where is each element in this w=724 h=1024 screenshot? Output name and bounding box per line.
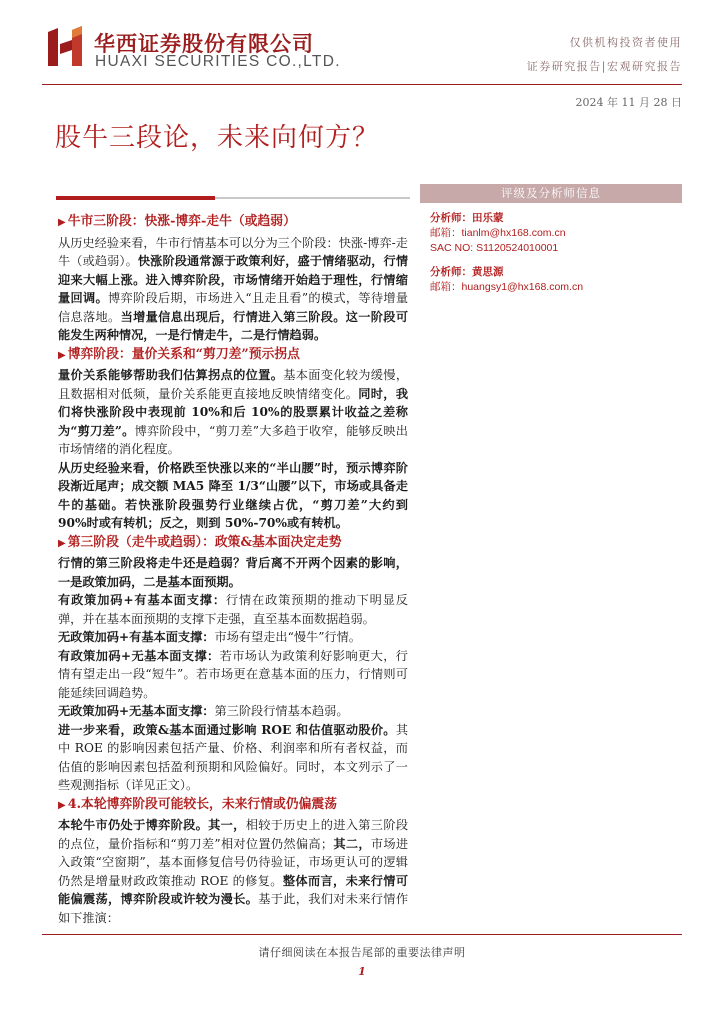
- huaxi-logo-icon: [46, 26, 84, 68]
- arrow-icon: ▶: [58, 349, 66, 361]
- company-name-en: HUAXI SECURITIES CO.,LTD.: [95, 53, 341, 70]
- footer-divider: [42, 934, 682, 935]
- scenario-item: 无政策加码+有基本面支撑：市场有望走出“慢牛”行情。: [58, 630, 361, 644]
- report-type-tag: 证券研究报告|宏观研究报告: [526, 60, 682, 73]
- section-heading-2: ▶ 博弈阶段：量价关系和“剪刀差”预示拐点: [58, 346, 300, 362]
- audience-tag: 仅供机构投资者使用: [569, 36, 682, 49]
- arrow-icon: ▶: [58, 799, 66, 811]
- summary-divider: [215, 197, 410, 199]
- analyst-email[interactable]: 邮箱：huangsy1@hx168.com.cn: [430, 281, 584, 293]
- report-title: 股牛三段论，未来向何方？: [55, 123, 380, 153]
- paragraph: 量价关系能够帮助我们估算拐点的位置。基本面变化较为缓慢，且数据相对低频，量价关系能更直接地反映情绪变化。同时，我们将快涨阶段中表现前 10%和后 10%的股票累计收益之差称为“剪刀差”。博弈阶段中，“剪刀差”大多趋于收窄，能够反映出市场情绪的消化程度。: [58, 368, 409, 456]
- analyst-panel: [420, 203, 682, 307]
- scenario-item: 有政策加码+有基本面支撑：行情在政策预期的推动下明显反弹，并在基本面预期的支撑下走强，直至基本面数据趋弱。: [58, 593, 408, 626]
- analyst-email[interactable]: 邮箱：tianlm@hx168.com.cn: [430, 227, 566, 239]
- scenario-item: 无政策加码+无基本面支撑：第三阶段行情基本趋弱。: [58, 704, 349, 718]
- arrow-icon: ▶: [58, 217, 66, 228]
- header-divider: [42, 84, 682, 85]
- paragraph: 行情的第三阶段将走牛还是趋弱？背后离不开两个因素的影响，一是政策加码，二是基本面预期。: [58, 556, 408, 589]
- scenario-item: 有政策加码+无基本面支撑：若市场认为政策利好影响更大，行情有望走出一段“短牛”。若市场更在意基本面的压力，行情则可能延续回调趋势。: [58, 648, 408, 700]
- paragraph: 从历史经验来看，牛市行情基本可以分为三个阶段：快涨-博弈-走牛（或趋弱）。快涨阶段通常源于政策利好，盛于情绪驱动，行情迎来大幅上涨。进入博弈阶段，市场情绪开始趋于理性，行情缩量回调。博弈阶段后期，市场进入“且走且看”的模式，等待增量信息落地。当增量信息出现后，行情进入第三阶段。这一阶段可能发生两种情况，一是行情走牛，二是行情趋弱。: [58, 235, 409, 342]
- paragraph: 进一步来看，政策&基本面通过影响 ROE 和估值驱动股价。其中 ROE 的影响因素包括产量、价格、利润率和所有者权益，而估值的影响因素包括盈利预期和风险偏好。同时，本文列示了一些观测指标（详见正文）。: [58, 722, 408, 792]
- arrow-icon: ▶: [58, 537, 66, 549]
- section-heading-3: ▶ 第三阶段（走牛或趋弱）：政策&基本面决定走势: [58, 534, 342, 550]
- section-heading-4: ▶ 4.本轮博弈阶段可能较长，未来行情或仍偏震荡: [58, 796, 337, 812]
- analyst-sac-number: SAC NO: S1120524010001: [430, 242, 559, 254]
- analyst-card: [430, 265, 583, 295]
- report-date: 2024 年 11 月 28 日: [575, 96, 682, 109]
- company-name-cn: 华西证券股份有限公司: [94, 32, 314, 56]
- analyst-name: 分析师：田乐蒙: [430, 212, 504, 224]
- page-number: 1: [358, 965, 366, 978]
- paragraph: 从历史经验来看，价格跌至快涨以来的“半山腰”时，预示博弈阶段渐近尾声；成交额 MA5 降至 1/3“山腰”以下，市场或具备走牛的基础。若快涨阶段强势行业继续占优，“剪刀差”大约到 90%时或有转机；反之，则到 50%-70%或有转机。: [58, 460, 408, 530]
- summary-body: [58, 212, 408, 927]
- analyst-panel-header: 评级及分析师信息: [420, 184, 682, 203]
- summary-accent-bar: [56, 196, 215, 200]
- analyst-card: [430, 211, 566, 256]
- legal-disclaimer-link[interactable]: 请仔细阅读在本报告尾部的重要法律声明: [258, 946, 466, 959]
- section-heading-1: ▶ 牛市三阶段：快涨-博弈-走牛（或趋弱）: [58, 214, 296, 229]
- analyst-name: 分析师：黄思源: [430, 266, 504, 278]
- paragraph: 本轮牛市仍处于博弈阶段。其一，相较于历史上的进入第三阶段的点位，量价指标和“剪刀差”相对位置仍然偏高；其二，市场进入政策“空窗期”，基本面修复信号仍待验证，市场更认可的逻辑仍然是增量财政政策推动 ROE 的修复。整体而言，未来行情可能偏震荡，博弈阶段或许较为漫长。基于此，我们对未来行情作如下推演：: [58, 818, 409, 925]
